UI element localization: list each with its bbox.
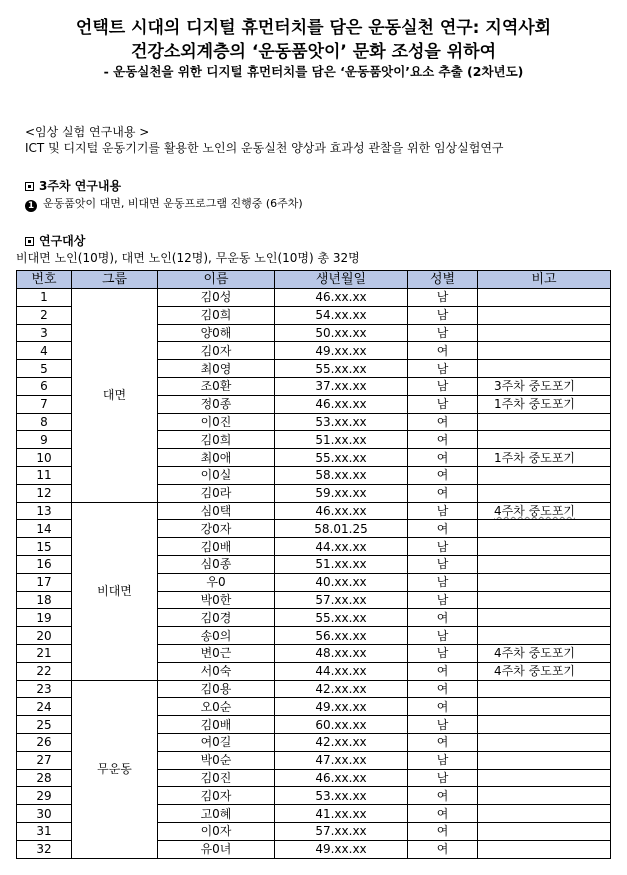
cell-name: 김0용 [158, 680, 275, 698]
cell-name: 김0희 [158, 431, 275, 449]
cell-dob: 42.xx.xx [275, 680, 408, 698]
cell-note: 1주차 중도포기 [478, 395, 611, 413]
cell-dob: 57.xx.xx [275, 591, 408, 609]
cell-name: 김0자 [158, 342, 275, 360]
cell-sex: 남 [408, 555, 478, 573]
cell-name: 김0성 [158, 289, 275, 307]
cell-name: 김0경 [158, 609, 275, 627]
col-header-note: 비고 [478, 271, 611, 289]
cell-number: 2 [17, 306, 72, 324]
cell-sex: 남 [408, 627, 478, 645]
cell-number: 25 [17, 716, 72, 734]
cell-note: 4주차 중도포기 [478, 644, 611, 662]
cell-note: 3주차 중도포기 [478, 377, 611, 395]
cell-sex: 남 [408, 769, 478, 787]
cell-note [478, 627, 611, 645]
cell-number: 21 [17, 644, 72, 662]
cell-number: 20 [17, 627, 72, 645]
cell-number: 30 [17, 805, 72, 823]
cell-name: 서0숙 [158, 662, 275, 680]
cell-name: 김0자 [158, 787, 275, 805]
cell-note [478, 716, 611, 734]
subjects-heading: 연구대상 [39, 234, 86, 248]
cell-number: 11 [17, 466, 72, 484]
week3-item [25, 195, 303, 212]
table-row [17, 289, 611, 307]
col-header-group: 그룹 [72, 271, 158, 289]
subjects-section [25, 232, 85, 249]
cell-sex: 남 [408, 306, 478, 324]
cell-note [478, 787, 611, 805]
cell-note [478, 591, 611, 609]
col-header-number: 번호 [17, 271, 72, 289]
cell-sex: 여 [408, 680, 478, 698]
cell-sex: 여 [408, 805, 478, 823]
week3-item-text: 운동품앗이 대면, 비대면 운동프로그램 진행중 (6주차) [43, 197, 303, 210]
cell-sex: 남 [408, 289, 478, 307]
cell-sex: 남 [408, 591, 478, 609]
cell-note [478, 840, 611, 858]
table-row [17, 502, 611, 520]
cell-dob: 54.xx.xx [275, 306, 408, 324]
cell-dob: 40.xx.xx [275, 573, 408, 591]
cell-dob: 59.xx.xx [275, 484, 408, 502]
cell-note [478, 360, 611, 378]
cell-number: 14 [17, 520, 72, 538]
cell-name: 강0자 [158, 520, 275, 538]
cell-dob: 49.xx.xx [275, 342, 408, 360]
cell-name: 김0라 [158, 484, 275, 502]
cell-dob: 42.xx.xx [275, 733, 408, 751]
cell-dob: 47.xx.xx [275, 751, 408, 769]
subjects-table [16, 270, 611, 859]
clinical-heading: <임상 실험 연구내용 > [25, 125, 150, 139]
cell-sex: 여 [408, 787, 478, 805]
cell-number: 5 [17, 360, 72, 378]
cell-note [478, 751, 611, 769]
cell-name: 고0혜 [158, 805, 275, 823]
cell-sex: 여 [408, 484, 478, 502]
cell-name: 김0배 [158, 716, 275, 734]
cell-number: 18 [17, 591, 72, 609]
col-header-name: 이름 [158, 271, 275, 289]
cell-name: 심0종 [158, 555, 275, 573]
cell-note [478, 466, 611, 484]
cell-sex: 여 [408, 466, 478, 484]
cell-group: 무운동 [72, 680, 158, 858]
cell-note [478, 538, 611, 556]
cell-dob: 57.xx.xx [275, 822, 408, 840]
cell-sex: 남 [408, 644, 478, 662]
cell-number: 31 [17, 822, 72, 840]
cell-note: 4주차 중도포기 [478, 662, 611, 680]
cell-number: 19 [17, 609, 72, 627]
table-row [17, 680, 611, 698]
cell-dob: 55.xx.xx [275, 360, 408, 378]
cell-note [478, 609, 611, 627]
cell-note [478, 733, 611, 751]
clinical-text: ICT 및 디지털 운동기기를 활용한 노인의 운동실천 양상과 효과성 관찰을 위한 임상실험연구 [25, 141, 504, 155]
cell-sex: 여 [408, 822, 478, 840]
cell-sex: 여 [408, 342, 478, 360]
doc-title-line2: 건강소외계층의 ‘운동품앗이’ 문화 조성을 위하여 [130, 42, 497, 62]
cell-note [478, 555, 611, 573]
cell-sex: 여 [408, 733, 478, 751]
cell-dob: 50.xx.xx [275, 324, 408, 342]
cell-dob: 41.xx.xx [275, 805, 408, 823]
cell-group: 비대면 [72, 502, 158, 680]
cell-number: 6 [17, 377, 72, 395]
cell-sex: 여 [408, 698, 478, 716]
cell-name: 이0실 [158, 466, 275, 484]
cell-number: 3 [17, 324, 72, 342]
cell-dob: 44.xx.xx [275, 662, 408, 680]
cell-sex: 남 [408, 377, 478, 395]
cell-name: 김0배 [158, 538, 275, 556]
cell-number: 13 [17, 502, 72, 520]
cell-note [478, 573, 611, 591]
cell-note [478, 805, 611, 823]
cell-number: 23 [17, 680, 72, 698]
cell-dob: 53.xx.xx [275, 413, 408, 431]
cell-dob: 46.xx.xx [275, 502, 408, 520]
cell-dob: 55.xx.xx [275, 609, 408, 627]
cell-number: 1 [17, 289, 72, 307]
cell-name: 정0종 [158, 395, 275, 413]
cell-note [478, 324, 611, 342]
cell-dob: 37.xx.xx [275, 377, 408, 395]
cell-sex: 남 [408, 716, 478, 734]
cell-number: 28 [17, 769, 72, 787]
cell-sex: 여 [408, 413, 478, 431]
cell-number: 10 [17, 449, 72, 467]
cell-note [478, 413, 611, 431]
cell-name: 양0해 [158, 324, 275, 342]
cell-note [478, 306, 611, 324]
cell-dob: 56.xx.xx [275, 627, 408, 645]
cell-number: 17 [17, 573, 72, 591]
cell-sex: 남 [408, 538, 478, 556]
cell-note: 1주차 중도포기 [478, 449, 611, 467]
cell-dob: 60.xx.xx [275, 716, 408, 734]
cell-dob: 46.xx.xx [275, 769, 408, 787]
week3-heading: 3주차 연구내용 [39, 179, 122, 193]
cell-sex: 여 [408, 662, 478, 680]
cell-number: 32 [17, 840, 72, 858]
numbered-bullet-icon: 1 [25, 200, 37, 212]
cell-note [478, 342, 611, 360]
cell-dob: 49.xx.xx [275, 840, 408, 858]
cell-name: 이0자 [158, 822, 275, 840]
cell-dob: 51.xx.xx [275, 555, 408, 573]
cell-name: 조0환 [158, 377, 275, 395]
cell-number: 9 [17, 431, 72, 449]
table-header-row [17, 271, 611, 289]
cell-note [478, 680, 611, 698]
cell-number: 12 [17, 484, 72, 502]
doc-title-line1: 언택트 시대의 디지털 휴먼터치를 담은 운동실천 연구: 지역사회 [75, 18, 552, 38]
subjects-summary: 비대면 노인(10명), 대면 노인(12명), 무운동 노인(10명) 총 32명 [16, 251, 360, 265]
cell-sex: 남 [408, 395, 478, 413]
cell-group: 대면 [72, 289, 158, 503]
cell-sex: 남 [408, 360, 478, 378]
cell-name: 최0영 [158, 360, 275, 378]
cell-name: 우0 [158, 573, 275, 591]
cell-name: 박0순 [158, 751, 275, 769]
cell-number: 8 [17, 413, 72, 431]
cell-dob: 49.xx.xx [275, 698, 408, 716]
doc-subtitle: - 운동실천을 위한 디지털 휴먼터치를 담은 ‘운동품앗이’요소 추출 (2차년도) [103, 64, 524, 79]
cell-name: 송0의 [158, 627, 275, 645]
cell-name: 심0택 [158, 502, 275, 520]
cell-number: 7 [17, 395, 72, 413]
cell-sex: 여 [408, 520, 478, 538]
cell-dob: 48.xx.xx [275, 644, 408, 662]
cell-note: 4주차 중도포기 [478, 502, 611, 520]
cell-sex: 여 [408, 449, 478, 467]
cell-dob: 58.01.25 [275, 520, 408, 538]
cell-name: 김0진 [158, 769, 275, 787]
cell-dob: 46.xx.xx [275, 289, 408, 307]
cell-note [478, 484, 611, 502]
cell-number: 15 [17, 538, 72, 556]
cell-sex: 남 [408, 502, 478, 520]
cell-name: 변0근 [158, 644, 275, 662]
col-header-sex: 성별 [408, 271, 478, 289]
cell-dob: 51.xx.xx [275, 431, 408, 449]
week3-section [25, 177, 121, 194]
cell-number: 29 [17, 787, 72, 805]
cell-note [478, 431, 611, 449]
cell-sex: 남 [408, 324, 478, 342]
checkbox-square-icon [25, 182, 34, 191]
cell-number: 26 [17, 733, 72, 751]
cell-dob: 44.xx.xx [275, 538, 408, 556]
cell-name: 여0길 [158, 733, 275, 751]
col-header-dob: 생년월일 [275, 271, 408, 289]
cell-sex: 여 [408, 840, 478, 858]
cell-dob: 55.xx.xx [275, 449, 408, 467]
cell-number: 24 [17, 698, 72, 716]
cell-name: 이0진 [158, 413, 275, 431]
cell-note [478, 289, 611, 307]
cell-note [478, 822, 611, 840]
cell-note [478, 769, 611, 787]
cell-dob: 53.xx.xx [275, 787, 408, 805]
cell-sex: 남 [408, 573, 478, 591]
cell-sex: 여 [408, 431, 478, 449]
cell-sex: 여 [408, 609, 478, 627]
cell-note [478, 698, 611, 716]
cell-name: 유0녀 [158, 840, 275, 858]
cell-number: 4 [17, 342, 72, 360]
cell-sex: 남 [408, 751, 478, 769]
cell-name: 오0순 [158, 698, 275, 716]
cell-dob: 58.xx.xx [275, 466, 408, 484]
cell-number: 27 [17, 751, 72, 769]
cell-number: 22 [17, 662, 72, 680]
cell-dob: 46.xx.xx [275, 395, 408, 413]
cell-number: 16 [17, 555, 72, 573]
checkbox-square-icon [25, 237, 34, 246]
cell-name: 박0한 [158, 591, 275, 609]
cell-note [478, 520, 611, 538]
cell-name: 김0희 [158, 306, 275, 324]
cell-name: 최0애 [158, 449, 275, 467]
